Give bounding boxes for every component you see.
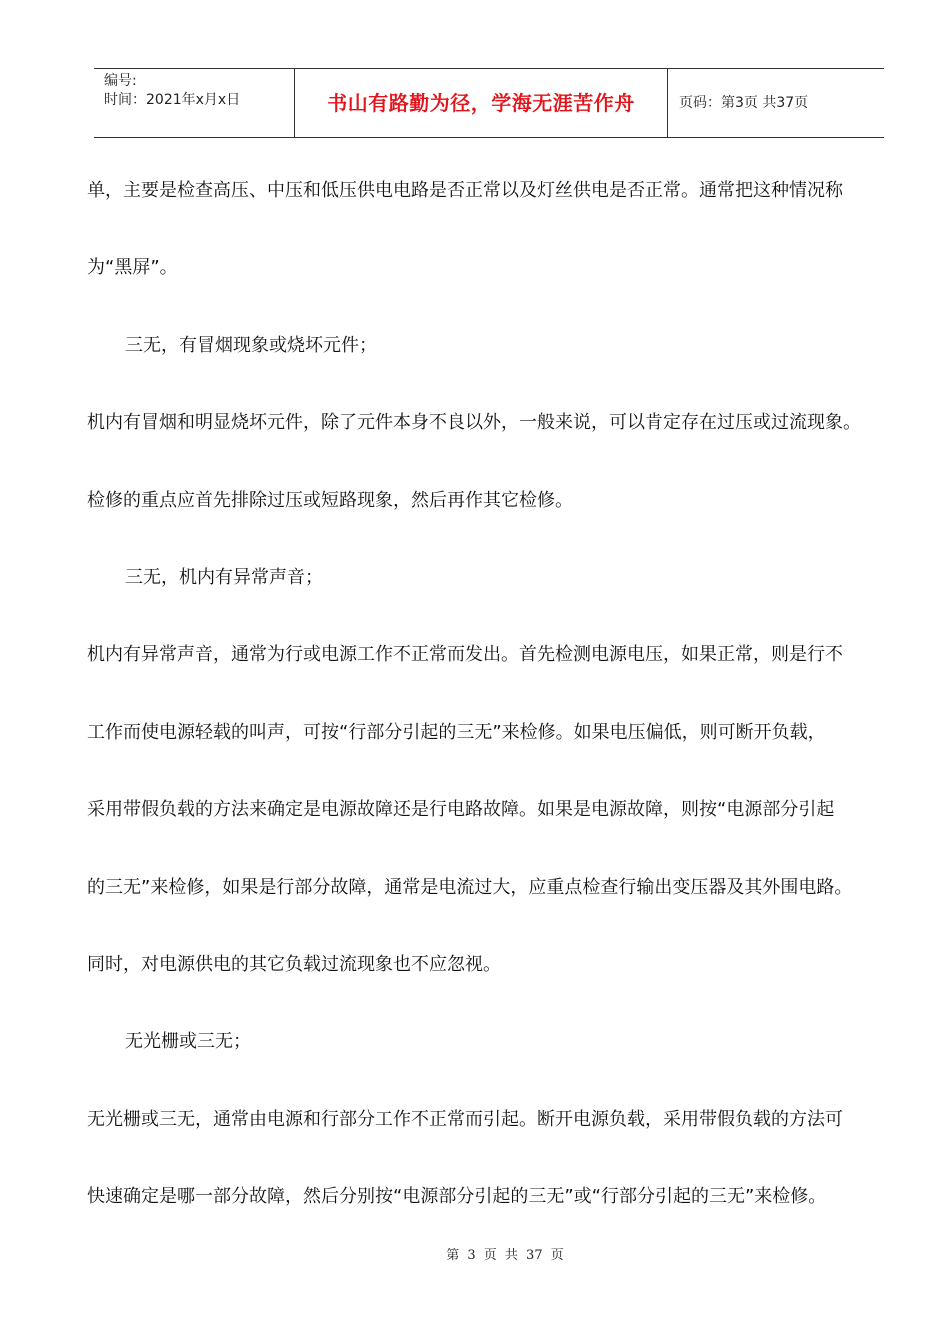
body-line: 检修的重点应首先排除过压或短路现象，然后再作其它检修。 [87,489,573,511]
header-divider-right [667,69,668,137]
body-line: 采用带假负载的方法来确定是电源故障还是行电路故障。如果是电源故障，则按“电源部分引起 [87,799,835,821]
header-meta [104,72,240,110]
section-heading: 无光栅或三无； [125,1031,251,1053]
header-motto: 书山有路勤为径，学海无涯苦作舟 [327,91,635,115]
page-footer: 第 3 页 共 37 页 [446,1248,564,1263]
body-line: 机内有冒烟和明显烧坏元件，除了元件本身不良以外，一般来说，可以肯定存在过压或过流现象。 [87,412,861,434]
body-line: 为“黑屏”。 [87,257,178,279]
document-body [87,172,907,1255]
body-line: 单，主要是检查高压、中压和低压供电电路是否正常以及灯丝供电是否正常。通常把这种情况称 [87,180,843,201]
page-header [94,68,884,138]
section-heading: 三无，机内有异常声音； [125,566,323,588]
header-number-label: 编号: [104,73,137,89]
body-line: 的三无”来检修，如果是行部分故障，通常是电流过大，应重点检查行输出变压器及其外围电路。 [87,876,853,898]
header-time-label: 时间：2021年x月x日 [104,92,241,108]
header-page-info: 页码：第3页 共37页 [679,95,809,111]
section-heading: 三无，有冒烟现象或烧坏元件； [125,334,377,356]
body-line: 快速确定是哪一部分故障，然后分别按“电源部分引起的三无”或“行部分引起的三无”来检修。 [87,1186,827,1208]
body-line: 同时，对电源供电的其它负载过流现象也不应忽视。 [87,953,501,975]
body-line: 无光栅或三无，通常由电源和行部分工作不正常而引起。断开电源负载，采用带假负载的方法可 [87,1108,843,1130]
body-line: 工作而使电源轻载的叫声，可按“行部分引起的三无”来检修。如果电压偏低，则可断开负载， [87,721,826,743]
body-line: 机内有异常声音，通常为行或电源工作不正常而发出。首先检测电源电压，如果正常，则是行不 [87,644,843,666]
